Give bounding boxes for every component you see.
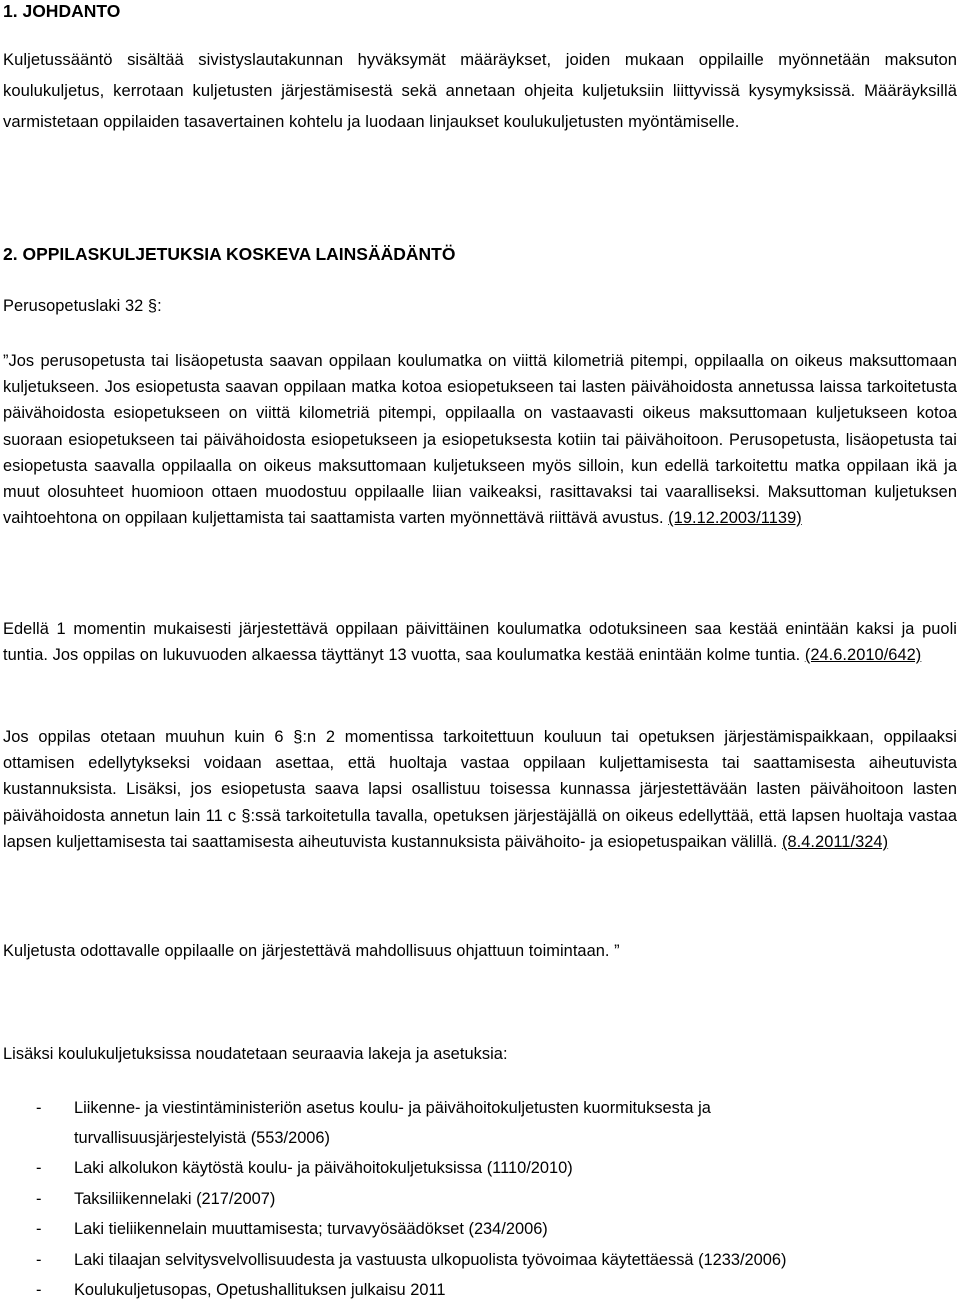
list-item-text: Laki alkolukon käytöstä koulu- ja päivähoitokuljetuksissa (1110/2010) [74, 1159, 573, 1177]
list-item-text: Taksiliikennelaki (217/2007) [74, 1189, 276, 1208]
quote-paragraph-3 [3, 724, 957, 855]
laws-list [3, 1093, 957, 1306]
quote-paragraph-2-text: Edellä 1 momentin mukaisesti järjestettävä oppilaan päivittäinen koulumatka odotuksineen saa kestää enintään kaksi ja puoli tuntia. Jos oppilas on lukuvuoden alkaessa täyttänyt 13 vuotta, saa koulumatka kestää enintään kolme tuntia. [3, 620, 957, 665]
list-dash: - [36, 1220, 42, 1238]
list-dash: - [36, 1099, 42, 1117]
list-item [3, 1245, 957, 1276]
quote-paragraph-2 [3, 616, 957, 668]
list-dash: - [36, 1159, 42, 1177]
law-title: Perusopetuslaki 32 §: [3, 297, 162, 315]
quote-paragraph-1 [3, 348, 957, 531]
quote-paragraph-4: Kuljetusta odottavalle oppilaalle on järjestettävä mahdollisuus ohjattuun toimintaan. ” [3, 942, 620, 960]
list-item [3, 1214, 957, 1245]
list-item-text: Laki tieliikennelain muuttamisesta; turvavyösäädökset (234/2006) [74, 1220, 548, 1238]
list-dash: - [36, 1281, 42, 1299]
list-item [3, 1184, 957, 1215]
list-item [3, 1153, 957, 1184]
amendment-reference: (8.4.2011/324) [781, 832, 889, 851]
list-item-text: Laki tilaajan selvitysvelvollisuudesta ja vastuusta ulkopuolista työvoimaa käytettäessä (1233/2006) [74, 1250, 787, 1269]
amendment-reference: (19.12.2003/1139) [668, 509, 802, 528]
list-item-text: Koulukuljetusopas, Opetushallituksen julkaisu 2011 [74, 1281, 446, 1299]
section-1-paragraph: Kuljetussääntö sisältää sivistyslautakunnan hyväksymät määräykset, joiden mukaan oppilaille myönnetään maksuton koulukuljetus, kerrotaan kuljetusten järjestämisestä sekä annetaan ohjeita kuljetuksiin liittyvissä kysymyksissä. Määräyksillä varmistetaan oppilaiden tasavertainen kohtelu ja luodaan linjaukset koulukuljetusten myöntämiselle. [3, 50, 957, 131]
quote-paragraph-1-text: ”Jos perusopetusta tai lisäopetusta saavan oppilaan koulumatka on viittä kilometriä pitempi, oppilaalla on oikeus maksuttomaan kuljetukseen. Jos esiopetusta saavan oppilaan matka kotoa esiopetukseen tai lasten päivähoidosta annetussa laissa tarkoitetusta päivähoidosta esiopetukseen on viittä kilometriä pitempi, oppilaalla on vastaavasti oikeus maksuttomaan kuljetukseen kotoa suoraan esiopetukseen tai päivähoidosta esiopetukseen ja esiopetuksesta kotiin tai päivähoitoon. Perusopetusta, lisäopetusta tai esiopetusta saavalla oppilaalla on oikeus maksuttomaan kuljetukseen myös silloin, kun edellä tarkoitettu matka oppilaan ikä ja muut olosuhteet huomioon ottaen muodostuu oppilaalle liian vaikeaksi, rasittavaksi tai vaaralliseksi. Maksuttoman kuljetuksen vaihtoehtona on oppilaan kuljettamista tai saattamista varten myönnettävä riittävä avustus. [3, 352, 957, 528]
section-2-heading: 2. OPPILASKULJETUKSIA KOSKEVA LAINSÄÄDÄNTÖ [3, 244, 456, 264]
amendment-reference: (24.6.2010/642) [804, 646, 922, 665]
list-item-text: Liikenne- ja viestintäministeriön asetus koulu- ja päivähoitokuljetusten kuormituksesta ja [74, 1099, 711, 1117]
section-1-heading: 1. JOHDANTO [3, 1, 121, 21]
list-item-text-continued: turvallisuusjärjestelyistä (553/2006) [74, 1129, 330, 1147]
list-item [3, 1093, 957, 1153]
laws-intro: Lisäksi koulukuljetuksissa noudatetaan seuraavia lakeja ja asetuksia: [3, 1045, 508, 1063]
list-dash: - [36, 1189, 42, 1208]
list-dash: - [36, 1250, 42, 1269]
quote-paragraph-3-text: Jos oppilas otetaan muuhun kuin 6 §:n 2 momentissa tarkoitettuun kouluun tai opetuksen järjestämispaikkaan, oppilaaksi ottamisen edellytykseksi voidaan asettaa, että huoltaja vastaa oppilaan kuljettamisesta tai saattamisesta aiheutuvista kustannuksista. Lisäksi, jos esiopetusta saava lapsi osallistuu toisessa kunnassa järjestettävään lasten päivähoitoon lasten päivähoidosta annetun lain 11 c §:ssä tarkoitetulla tavalla, opetuksen järjestäjällä on oikeus edellyttää, että lapsen huoltaja vastaa lapsen kuljettamisesta tai saattamisesta aiheutuvista kustannuksista päivähoito- ja esiopetuspaikan välillä. [3, 728, 957, 851]
list-item [3, 1275, 957, 1306]
